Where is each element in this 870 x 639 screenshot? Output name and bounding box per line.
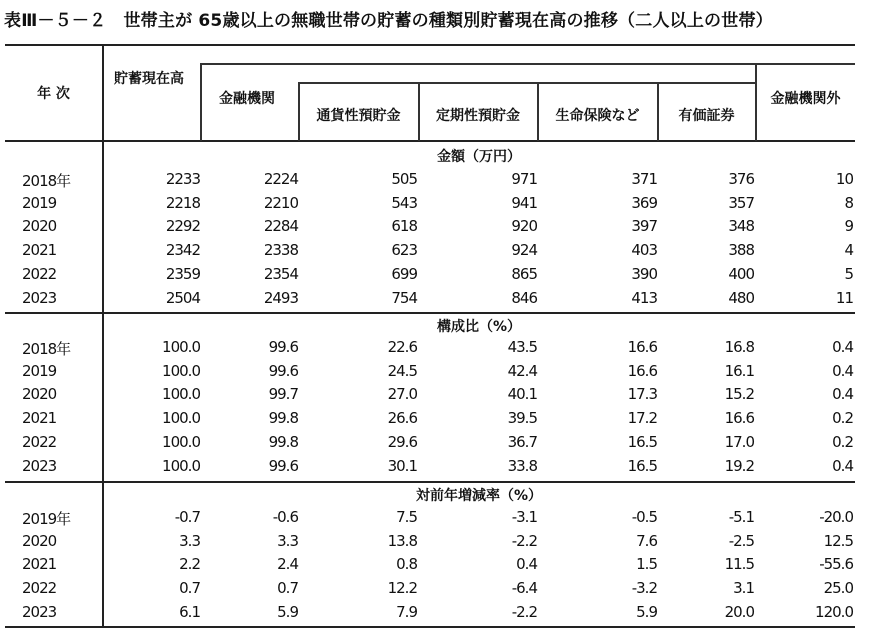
cell-currency: 22.6: [387, 338, 417, 356]
cell-total: 2342: [165, 241, 200, 260]
cell-insurance: 397: [631, 217, 657, 236]
cell-currency: 24.5: [387, 361, 417, 380]
cell-financial: 2284: [263, 217, 298, 236]
cell-time: 846: [511, 288, 537, 307]
cell-total: 2233: [165, 170, 200, 188]
cell-total: -0.7: [174, 508, 200, 526]
cell-insurance: 16.5: [627, 456, 657, 475]
cell-financial: 99.6: [268, 456, 298, 475]
cell-financial: 2210: [263, 193, 298, 212]
section-label-amount: 金額（万円）: [437, 149, 521, 165]
cell-nonfin: 10: [835, 170, 853, 188]
cell-financial: 99.8: [268, 432, 298, 451]
table-row: [0, 579, 870, 599]
cell-currency: 543: [391, 193, 417, 212]
table-top-border: [5, 44, 855, 46]
cell-nonfin: 5: [844, 264, 853, 283]
cell-time: 971: [511, 170, 537, 188]
cell-total: 2504: [165, 288, 200, 307]
cell-nonfin: 0.4: [832, 385, 853, 404]
cell-total: 100.0: [162, 361, 200, 380]
cell-time: -2.2: [511, 531, 537, 550]
cell-financial: 2354: [263, 264, 298, 283]
cell-insurance: -3.2: [631, 579, 657, 598]
cell-time: 865: [511, 264, 537, 283]
cell-financial: 99.6: [268, 361, 298, 380]
cell-time: 33.8: [507, 456, 537, 475]
cell-securities: 19.2: [724, 456, 754, 475]
table-row: [0, 532, 870, 552]
table-row: [0, 217, 870, 237]
section-label-composition: 構成比（%）: [436, 319, 522, 335]
cell-time: 42.4: [507, 361, 537, 380]
cell-insurance: 16.6: [627, 338, 657, 356]
cell-total: 6.1: [179, 602, 200, 621]
header-currency-deposits: 通貨性預貯金: [316, 108, 401, 124]
cell-insurance: 371: [631, 170, 657, 188]
cell-insurance: 369: [631, 193, 657, 212]
cell-time: 941: [511, 193, 537, 212]
cell-nonfin: 0.2: [832, 432, 853, 451]
section-label-yoy-change: 対前年増減率（%）: [415, 488, 543, 504]
table-title: 表Ⅲ－５－２ 世帯主が 65歳以上の無職世帯の貯蓄の種類別貯蓄現在高の推移（二人以上の世帯）: [4, 11, 773, 31]
header-non-financial: 金融機関外: [770, 91, 841, 107]
cell-time: 39.5: [507, 409, 537, 428]
cell-securities: 16.6: [724, 409, 754, 428]
cell-insurance: 403: [631, 241, 657, 260]
cell-securities: 17.0: [724, 432, 754, 451]
cell-time: 36.7: [507, 432, 537, 451]
cell-securities: -2.5: [728, 531, 754, 550]
table-row: [0, 265, 870, 285]
cell-total: 2218: [165, 193, 200, 212]
cell-year: 2022: [22, 579, 57, 598]
cell-time: 924: [511, 241, 537, 260]
financial-group-top-border: [200, 63, 855, 65]
cell-insurance: 17.3: [627, 385, 657, 404]
sub-column-top-border: [298, 82, 756, 84]
cell-time: 920: [511, 217, 537, 236]
cell-currency: 30.1: [387, 456, 417, 475]
cell-year: 2020: [22, 217, 57, 236]
table-row: [0, 289, 870, 309]
cell-securities: 376: [728, 170, 754, 188]
cell-securities: 11.5: [724, 555, 754, 574]
cell-total: 100.0: [162, 385, 200, 404]
cell-year: 2022: [22, 264, 57, 283]
cell-financial: 3.3: [277, 531, 298, 550]
table-row: [0, 555, 870, 575]
cell-currency: 505: [391, 170, 417, 188]
cell-nonfin: 4: [844, 241, 853, 260]
cell-securities: 15.2: [724, 385, 754, 404]
cell-year: 2021: [22, 555, 57, 574]
table-row: [0, 409, 870, 429]
cell-financial: 0.7: [277, 579, 298, 598]
cell-financial: 2.4: [277, 555, 298, 574]
cell-time: -6.4: [511, 579, 537, 598]
cell-total: 100.0: [162, 456, 200, 475]
cell-nonfin: -55.6: [819, 555, 853, 574]
table-row: [0, 241, 870, 261]
cell-financial: 99.7: [268, 385, 298, 404]
cell-time: -3.1: [511, 508, 537, 526]
cell-securities: 480: [728, 288, 754, 307]
cell-currency: 699: [391, 264, 417, 283]
cell-nonfin: 0.2: [832, 409, 853, 428]
cell-year: 2020: [22, 385, 57, 404]
cell-insurance: 16.6: [627, 361, 657, 380]
header-financial: 金融機関: [219, 91, 275, 107]
header-total: 貯蓄現在高: [114, 71, 184, 87]
cell-financial: 2493: [263, 288, 298, 307]
table-row: [0, 338, 870, 358]
cell-time: 43.5: [507, 338, 537, 356]
cell-currency: 29.6: [387, 432, 417, 451]
cell-year: 2020: [22, 531, 57, 550]
cell-year: 2021: [22, 241, 57, 260]
cell-insurance: 16.5: [627, 432, 657, 451]
cell-securities: 16.8: [724, 338, 754, 356]
cell-currency: 12.2: [387, 579, 417, 598]
cell-nonfin: 11: [835, 288, 853, 307]
cell-securities: 400: [728, 264, 754, 283]
cell-year: 2022: [22, 432, 57, 451]
cell-insurance: 390: [631, 264, 657, 283]
cell-financial: 2338: [263, 241, 298, 260]
cell-securities: -5.1: [728, 508, 754, 526]
section-divider: [5, 481, 855, 483]
financial-column-divider: [200, 63, 202, 141]
table-row: [0, 508, 870, 528]
cell-year: 2023: [22, 456, 57, 475]
cell-year: 2021: [22, 409, 57, 428]
header-year: 年 次: [37, 86, 70, 102]
cell-nonfin: 25.0: [823, 579, 853, 598]
header-life-insurance: 生命保険など: [555, 108, 640, 124]
cell-year: 2019年: [22, 510, 71, 528]
cell-time: 0.4: [516, 555, 537, 574]
cell-time: -2.2: [511, 602, 537, 621]
cell-year: 2023: [22, 288, 57, 307]
cell-securities: 357: [728, 193, 754, 212]
cell-currency: 7.9: [396, 602, 417, 621]
cell-financial: 99.8: [268, 409, 298, 428]
cell-securities: 20.0: [724, 602, 754, 621]
cell-currency: 623: [391, 241, 417, 260]
cell-currency: 618: [391, 217, 417, 236]
cell-securities: 388: [728, 241, 754, 260]
cell-nonfin: 0.4: [832, 361, 853, 380]
cell-nonfin: 0.4: [832, 456, 853, 475]
cell-insurance: -0.5: [631, 508, 657, 526]
cell-time: 40.1: [507, 385, 537, 404]
table-row: [0, 385, 870, 405]
cell-insurance: 413: [631, 288, 657, 307]
cell-year: 2019: [22, 193, 57, 212]
table-row: [0, 457, 870, 477]
cell-insurance: 17.2: [627, 409, 657, 428]
cell-total: 100.0: [162, 409, 200, 428]
cell-currency: 754: [391, 288, 417, 307]
header-securities: 有価証券: [678, 108, 735, 124]
table-row: [0, 603, 870, 623]
cell-insurance: 7.6: [636, 531, 657, 550]
cell-financial: -0.6: [272, 508, 298, 526]
cell-total: 3.3: [179, 531, 200, 550]
cell-total: 2359: [165, 264, 200, 283]
cell-currency: 0.8: [396, 555, 417, 574]
cell-nonfin: 12.5: [823, 531, 853, 550]
cell-year: 2018年: [22, 340, 71, 358]
cell-year: 2019: [22, 361, 57, 380]
cell-nonfin: 0.4: [832, 338, 853, 356]
cell-year: 2018年: [22, 172, 71, 190]
cell-insurance: 5.9: [636, 602, 657, 621]
cell-insurance: 1.5: [636, 555, 657, 574]
cell-securities: 348: [728, 217, 754, 236]
cell-total: 100.0: [162, 432, 200, 451]
cell-total: 100.0: [162, 338, 200, 356]
cell-financial: 2224: [263, 170, 298, 188]
cell-securities: 3.1: [733, 579, 754, 598]
cell-total: 2.2: [179, 555, 200, 574]
cell-currency: 27.0: [387, 385, 417, 404]
cell-currency: 13.8: [387, 531, 417, 550]
cell-financial: 5.9: [277, 602, 298, 621]
cell-nonfin: 8: [844, 193, 853, 212]
table-row: [0, 362, 870, 382]
cell-nonfin: 9: [844, 217, 853, 236]
table-row: [0, 433, 870, 453]
cell-currency: 26.6: [387, 409, 417, 428]
cell-financial: 99.6: [268, 338, 298, 356]
cell-currency: 7.5: [396, 508, 417, 526]
table-bottom-border: [5, 626, 855, 628]
header-bottom-border: [5, 140, 855, 142]
cell-nonfin: -20.0: [819, 508, 853, 526]
cell-total: 2292: [165, 217, 200, 236]
section-divider: [5, 312, 855, 314]
header-time-deposits: 定期性預貯金: [436, 108, 520, 124]
cell-nonfin: 120.0: [815, 602, 853, 621]
table-row: [0, 194, 870, 214]
cell-total: 0.7: [179, 579, 200, 598]
table-row: [0, 170, 870, 190]
cell-securities: 16.1: [724, 361, 754, 380]
cell-year: 2023: [22, 602, 57, 621]
